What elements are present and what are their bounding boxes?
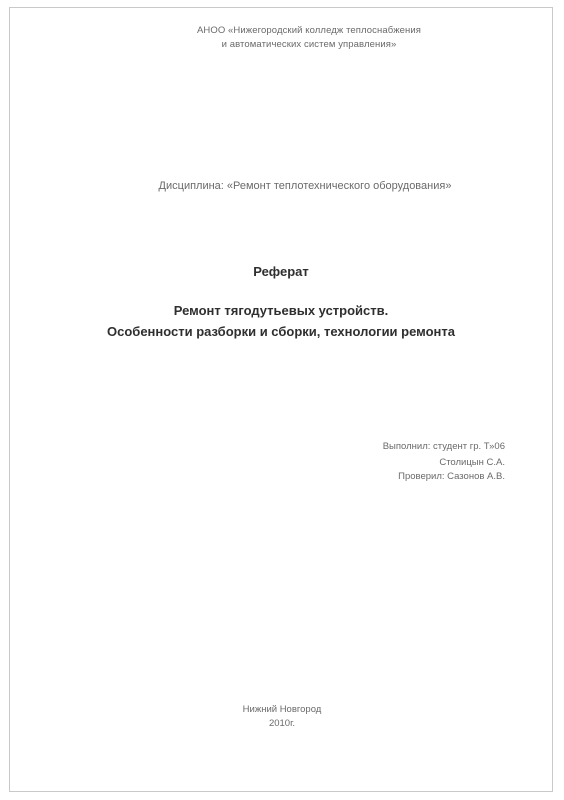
footer-year: 2010г. — [268, 718, 296, 729]
document-page — [9, 7, 553, 792]
checked-by-line: Проверил: Сазонов А.В. — [398, 471, 505, 482]
title-line-1: Ремонт тягодутьевых устройств. — [173, 303, 389, 318]
document-type-heading: Реферат — [253, 264, 309, 279]
title-line-2: Особенности разборки и сборки, технологии ремонта — [107, 324, 455, 339]
performed-by-line: Выполнил: студент гр. Т»06 — [382, 441, 505, 452]
footer-city: Нижний Новгород — [242, 704, 322, 715]
student-name-line: Столицын С.А. — [439, 457, 505, 468]
discipline-line: Дисциплина: «Ремонт теплотехнического оборудования» — [158, 180, 452, 192]
institution-line-1: АНОО «Нижегородский колледж теплоснабжения — [196, 25, 422, 36]
institution-line-2: и автоматических систем управления» — [221, 39, 397, 50]
